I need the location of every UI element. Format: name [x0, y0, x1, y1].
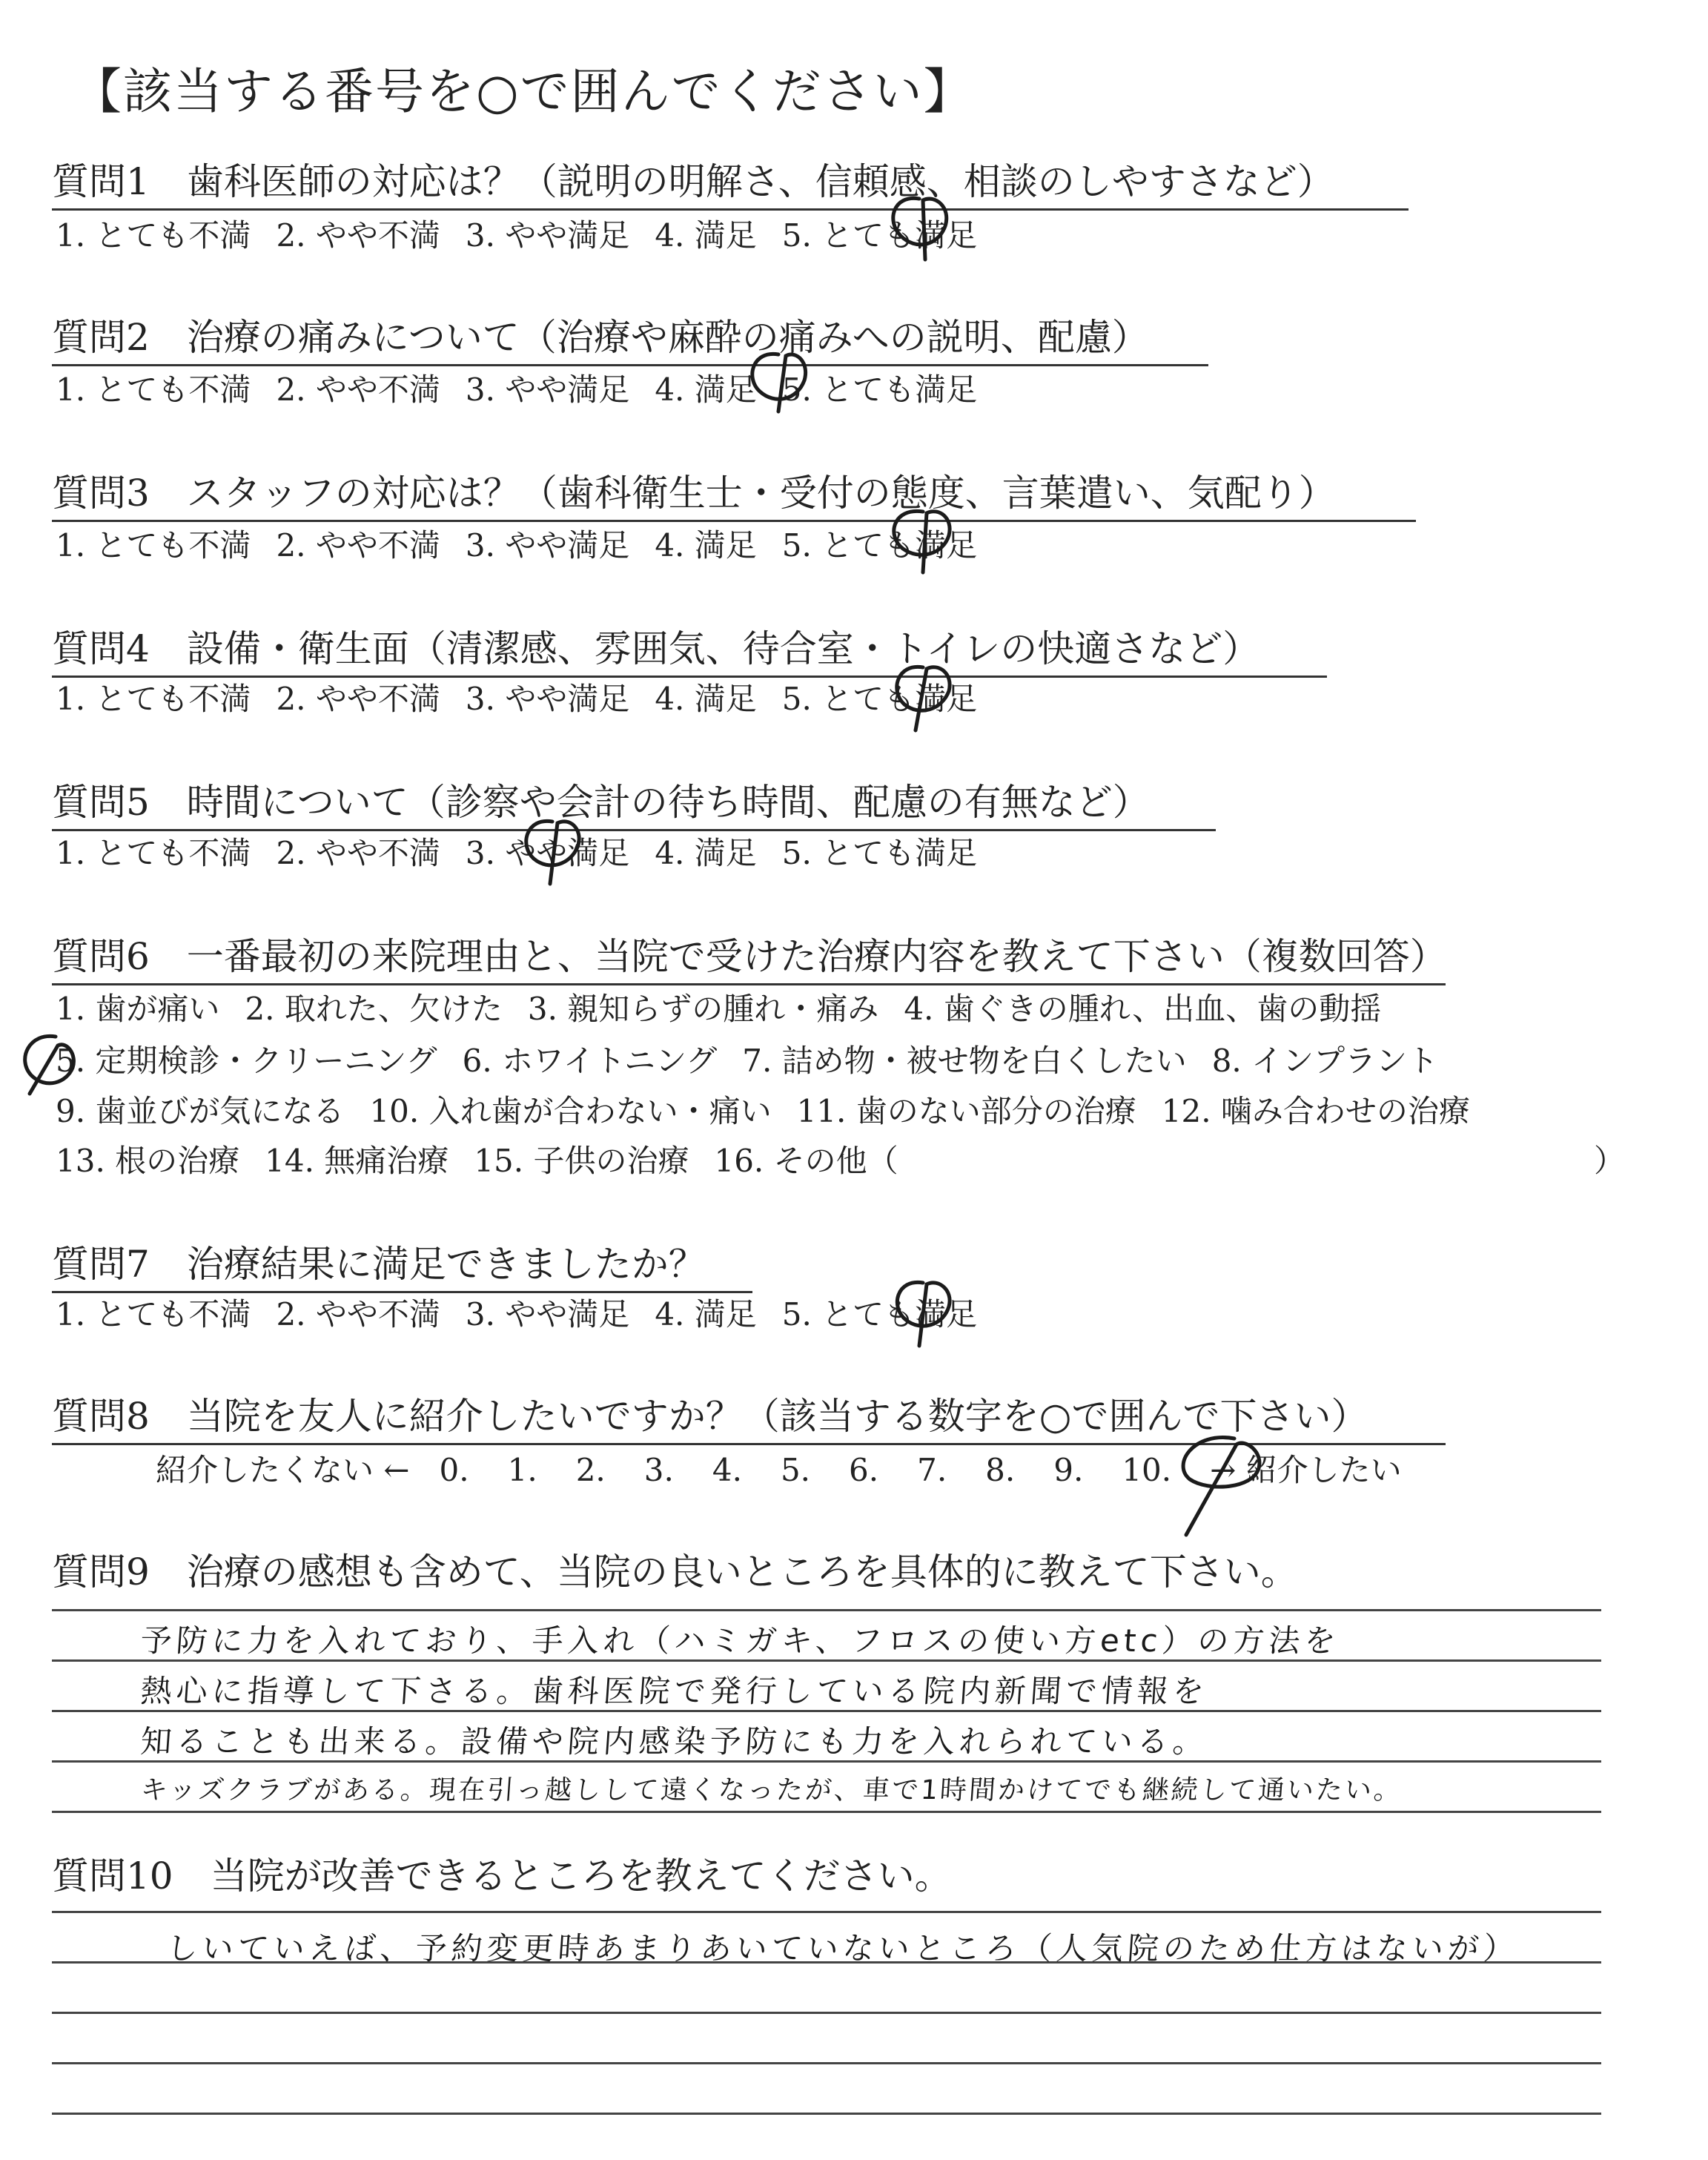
q9-answer-line-1: 予防に力を入れており、手入れ（ハミガキ、フロスの使い方etc）の方法を: [139, 1622, 1342, 1659]
option-1[interactable]: 1. 歯が痛い: [56, 991, 220, 1027]
option-16[interactable]: 16. その他（: [714, 1143, 898, 1179]
option-15[interactable]: 15. 子供の治療: [474, 1143, 689, 1179]
score-6[interactable]: 6.: [849, 1452, 879, 1488]
question-1-options: [56, 211, 1002, 256]
option-1[interactable]: 1. とても不満: [56, 1296, 251, 1332]
option-8[interactable]: 8. インプラント: [1211, 1043, 1439, 1079]
question-3-options: [56, 521, 1002, 566]
option-3[interactable]: 3. 親知らずの腫れ・痛み: [527, 991, 879, 1027]
question-6-row-4: [56, 1137, 924, 1181]
option-6[interactable]: 6. ホワイトニング: [462, 1043, 718, 1079]
option-5[interactable]: 5. とても満足: [781, 681, 978, 717]
option-5[interactable]: 5. とても満足: [781, 371, 978, 408]
score-5[interactable]: 5.: [780, 1452, 811, 1488]
option-3[interactable]: 3. やや満足: [465, 835, 630, 871]
option-1[interactable]: 1. とても不満: [56, 681, 251, 717]
answer-line: [52, 2113, 1601, 2115]
option-2[interactable]: 2. やや不満: [276, 371, 440, 408]
score-10[interactable]: 10.: [1122, 1452, 1172, 1488]
question-7-title: 質問7 治療結果に満足できましたか？: [52, 1235, 752, 1293]
question-4-options: [56, 675, 1002, 719]
option-1[interactable]: 1. とても不満: [56, 835, 251, 871]
question-5-options: [56, 829, 1002, 873]
question-2-options: [56, 366, 1002, 410]
question-6-row-3: [56, 1087, 1495, 1132]
option-2[interactable]: 2. やや不満: [276, 217, 440, 254]
question-6-row-2: [56, 1037, 1463, 1081]
option-7[interactable]: 7. 詰め物・被せ物を白くしたい: [742, 1043, 1187, 1079]
question-2-title: 質問2 治療の痛みについて（治療や麻酔の痛みへの説明、配慮）: [52, 308, 1208, 366]
option-3[interactable]: 3. やや満足: [465, 217, 630, 254]
option-1[interactable]: 1. とても不満: [56, 217, 251, 254]
form-heading: 【該当する番号を○で囲んでください】: [73, 63, 974, 120]
option-3[interactable]: 3. やや満足: [465, 527, 630, 564]
score-7[interactable]: 7.: [917, 1452, 947, 1488]
question-6-row-1: [56, 985, 1406, 1029]
option-13[interactable]: 13. 根の治療: [56, 1143, 240, 1179]
score-9[interactable]: 9.: [1053, 1452, 1084, 1488]
option-4[interactable]: 4. 満足: [655, 681, 757, 717]
option-3[interactable]: 3. やや満足: [465, 1296, 630, 1332]
option-2[interactable]: 2. やや不満: [276, 527, 440, 564]
score-2[interactable]: 2.: [575, 1452, 606, 1488]
option-4[interactable]: 4. 満足: [655, 527, 757, 564]
question-8-title: 質問8 当院を友人に紹介したいですか？（該当する数字を○で囲んで下さい）: [52, 1387, 1446, 1445]
score-1[interactable]: 1.: [507, 1452, 537, 1488]
scale-right-label: → 紹介したい: [1210, 1452, 1402, 1488]
question-8-scale: [156, 1446, 1402, 1490]
option-14[interactable]: 14. 無痛治療: [265, 1143, 449, 1179]
score-3[interactable]: 3.: [643, 1452, 674, 1488]
option-10[interactable]: 10. 入れ歯が合わない・痛い: [369, 1093, 772, 1129]
answer-line: [52, 1811, 1601, 1813]
option-5[interactable]: 5. とても満足: [781, 835, 978, 871]
question-3-title: 質問3 スタッフの対応は？（歯科衛生士・受付の態度、言葉遣い、気配り）: [52, 463, 1416, 522]
option-2[interactable]: 2. やや不満: [276, 835, 440, 871]
option-2[interactable]: 2. やや不満: [276, 681, 440, 717]
score-4[interactable]: 4.: [712, 1452, 742, 1488]
q9-answer-line-3: 知ることも出来る。設備や院内感染予防にも力を入れられている。: [139, 1723, 1210, 1760]
option-5[interactable]: 5. とても満足: [781, 527, 978, 564]
score-8[interactable]: 8.: [985, 1452, 1016, 1488]
answer-line: [52, 1609, 1601, 1611]
option-12[interactable]: 12. 噛み合わせの治療: [1161, 1093, 1470, 1129]
option-1[interactable]: 1. とても不満: [56, 371, 251, 408]
q9-answer-line-2: 熱心に指導して下さる。歯科医院で発行している院内新聞で情報を: [139, 1673, 1210, 1709]
question-9-title: 質問9 治療の感想も含めて、当院の良いところを具体的に教えて下さい。: [52, 1550, 1298, 1593]
option-4[interactable]: 4. 満足: [655, 371, 757, 408]
score-0[interactable]: 0.: [439, 1452, 469, 1488]
option-9[interactable]: 9. 歯並びが気になる: [56, 1093, 345, 1129]
option-2[interactable]: 2. 取れた、欠けた: [245, 991, 503, 1027]
option-1[interactable]: 1. とても不満: [56, 527, 251, 564]
question-6-title: 質問6 一番最初の来院理由と、当院で受けた治療内容を教えて下さい（複数回答）: [52, 927, 1446, 985]
option-4[interactable]: 4. 歯ぐきの腫れ、出血、歯の動揺: [904, 991, 1382, 1027]
option-4[interactable]: 4. 満足: [655, 835, 757, 871]
question-4-title: 質問4 設備・衛生面（清潔感、雰囲気、待合室・トイレの快適さなど）: [52, 619, 1327, 678]
option-4[interactable]: 4. 満足: [655, 1296, 757, 1332]
option-11[interactable]: 11. 歯のない部分の治療: [796, 1093, 1136, 1129]
q10-answer-line-1: しいていえば、予約変更時あまりあいていないところ（人気院のため仕方はないが）: [165, 1930, 1520, 1966]
answer-line: [52, 2012, 1601, 2014]
q9-answer-line-4: キッズクラブがある。現在引っ越しして遠くなったが、車で1時間かけてでも継続して通いたい。: [139, 1775, 1404, 1806]
option-5[interactable]: 5. とても満足: [781, 1296, 978, 1332]
answer-line: [52, 1911, 1601, 1913]
answer-line: [52, 2062, 1601, 2064]
option-3[interactable]: 3. やや満足: [465, 371, 630, 408]
option-4[interactable]: 4. 満足: [655, 217, 757, 254]
option-2[interactable]: 2. やや不満: [276, 1296, 440, 1332]
question-10-title: 質問10 当院が改善できるところを教えてください。: [52, 1855, 952, 1898]
scale-left-label: 紹介したくない ←: [156, 1452, 410, 1488]
option-5[interactable]: 5. 定期検診・クリーニング: [56, 1043, 437, 1079]
option-3[interactable]: 3. やや満足: [465, 681, 630, 717]
question-5-title: 質問5 時間について（診察や会計の待ち時間、配慮の有無など）: [52, 773, 1216, 831]
question-1-title: 質問1 歯科医師の対応は？（説明の明解さ、信頼感、相談のしやすさなど）: [52, 152, 1409, 211]
other-close-paren: ）: [1594, 1143, 1626, 1179]
question-7-options: [56, 1290, 1002, 1335]
option-5[interactable]: 5. とても満足: [781, 217, 978, 254]
